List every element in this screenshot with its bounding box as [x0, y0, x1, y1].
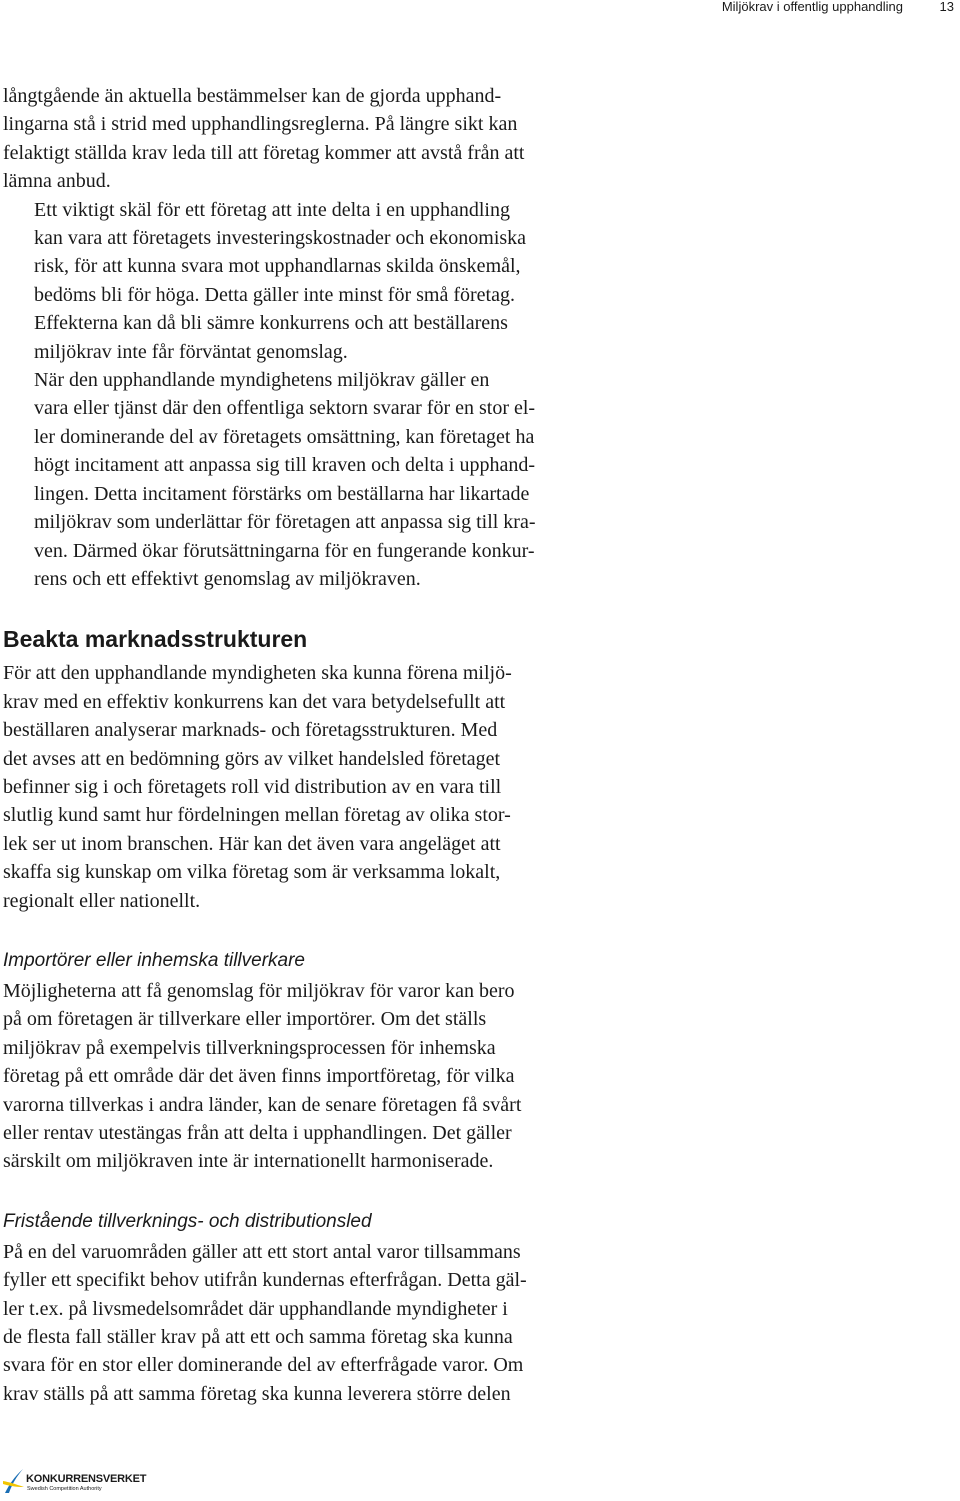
text-line: Möjligheterna att få genomslag för miljökrav för varor kan bero — [3, 979, 515, 1002]
text-line: det avses att en bedömning görs av vilket handelsled företaget — [3, 747, 501, 770]
text-line: miljökrav som underlättar för företagen att anpassa sig till kra- — [34, 511, 536, 534]
swoosh-blue-stroke — [5, 1469, 23, 1493]
logo-name: KONKURRENSVERKET — [26, 1473, 147, 1485]
text-line: långtgående än aktuella bestämmelser kan de gjorda upphand- — [3, 85, 502, 107]
text-line: slutlig kund samt hur fördelningen mellan företag av olika stor- — [3, 804, 511, 827]
text-line: krav med en effektiv konkurrens kan det vara betydelsefullt att — [3, 690, 506, 713]
text-line: För att den upphandlande myndigheten ska kunna förena miljö- — [3, 662, 512, 685]
text-line: miljökrav inte får förväntat genomslag. — [34, 340, 348, 363]
paragraph — [3, 977, 615, 1176]
text-line: varorna tillverkas i andra länder, kan de senare företagen få svårt — [3, 1093, 522, 1116]
text-line: befinner sig i och företagets roll vid distribution av en vara till — [3, 775, 502, 798]
text-line: rens och ett effektivt genomslag av miljökraven. — [34, 567, 421, 590]
text-line: lingarna stå i strid med upphandlingsreglerna. På längre sikt kan — [3, 113, 518, 136]
swoosh-mark-icon — [2, 1467, 26, 1495]
text-line: krav ställs på att samma företag ska kunna leverera större delen — [3, 1382, 511, 1405]
subsection-heading: Fristående tillverknings- och distributionsled — [3, 1210, 372, 1232]
text-line: På en del varuområden gäller att ett stort antal varor tillsammans — [3, 1240, 521, 1263]
text-line: felaktigt ställda krav leda till att företag kommer att avstå från att — [3, 141, 525, 164]
text-line: ler dominerande del av företagets omsättning, kan företaget ha — [34, 425, 535, 448]
logo-tagline: Swedish Competition Authority — [27, 1486, 102, 1492]
text-line: beställaren analyserar marknads- och företagsstrukturen. Med — [3, 719, 498, 742]
page-number: 13 — [939, 0, 954, 14]
text-line: på om företagen är tillverkare eller importörer. Om det ställs — [3, 1008, 487, 1031]
text-line: regionalt eller nationellt. — [3, 889, 201, 912]
text-line: ler t.ex. på livsmedelsområdet där upphandlande myndigheter i — [3, 1297, 508, 1320]
subsection-heading: Importörer eller inhemska tillverkare — [3, 949, 305, 971]
text-line: Effekterna kan då bli sämre konkurrens och att beställarens — [34, 312, 508, 335]
text-line: bedöms bli för höga. Detta gäller inte minst för små företag. — [34, 283, 515, 306]
text-line: lingen. Detta incitament förstärks om beställarna har likartade — [34, 482, 530, 505]
text-line: kan vara att företagets investeringskostnader och ekonomiska — [34, 227, 527, 250]
text-line: vara eller tjänst där den offentliga sektorn svarar för en stor el- — [34, 397, 536, 420]
body-text — [3, 82, 615, 1408]
section-heading: Beakta marknadsstrukturen — [3, 626, 308, 653]
text-line: svara för en stor eller dominerande del av efterfrågade varor. Om — [3, 1354, 524, 1377]
running-header — [0, 0, 960, 16]
text-line: Ett viktigt skäl för ett företag att inte delta i en upphandling — [34, 198, 510, 221]
text-line: eller rentav utestängas från att delta i upphandlingen. Det gäller — [3, 1122, 512, 1144]
text-line: miljökrav på exempelvis tillverkningsprocessen för inhemska — [3, 1036, 496, 1059]
text-line: högt incitament att anpassa sig till kraven och delta i upphand- — [34, 454, 535, 477]
text-line: lämna anbud. — [3, 170, 111, 193]
paragraph — [3, 1238, 615, 1408]
text-line: När den upphandlande myndighetens miljökrav gäller en — [34, 369, 490, 392]
konkurrensverket-logo — [2, 1466, 147, 1496]
text-line: ven. Därmed ökar förutsättningarna för en fungerande konkur- — [34, 539, 535, 562]
text-line: skaffa sig kunskap om vilka företag som är verksamma lokalt, — [3, 861, 501, 884]
text-line: särskilt om miljökraven inte är internationellt harmoniserade. — [3, 1150, 494, 1173]
running-title: Miljökrav i offentlig upphandling — [721, 0, 903, 14]
text-line: lek ser ut inom branschen. Här kan det även vara angeläget att — [3, 832, 501, 855]
paragraph — [3, 196, 615, 366]
paragraph — [3, 366, 615, 593]
text-line: företag på ett område där det även finns importföretag, för vilka — [3, 1065, 515, 1088]
text-line: fyller ett specifikt behov utifrån kundernas efterfrågan. Detta gäl- — [3, 1269, 527, 1292]
text-line: risk, för att kunna svara mot upphandlarnas skilda önskemål, — [34, 255, 521, 278]
text-line: de flesta fall ställer krav på att ett och samma företag ska kunna — [3, 1326, 513, 1349]
paragraph — [3, 82, 615, 196]
paragraph — [3, 659, 615, 915]
